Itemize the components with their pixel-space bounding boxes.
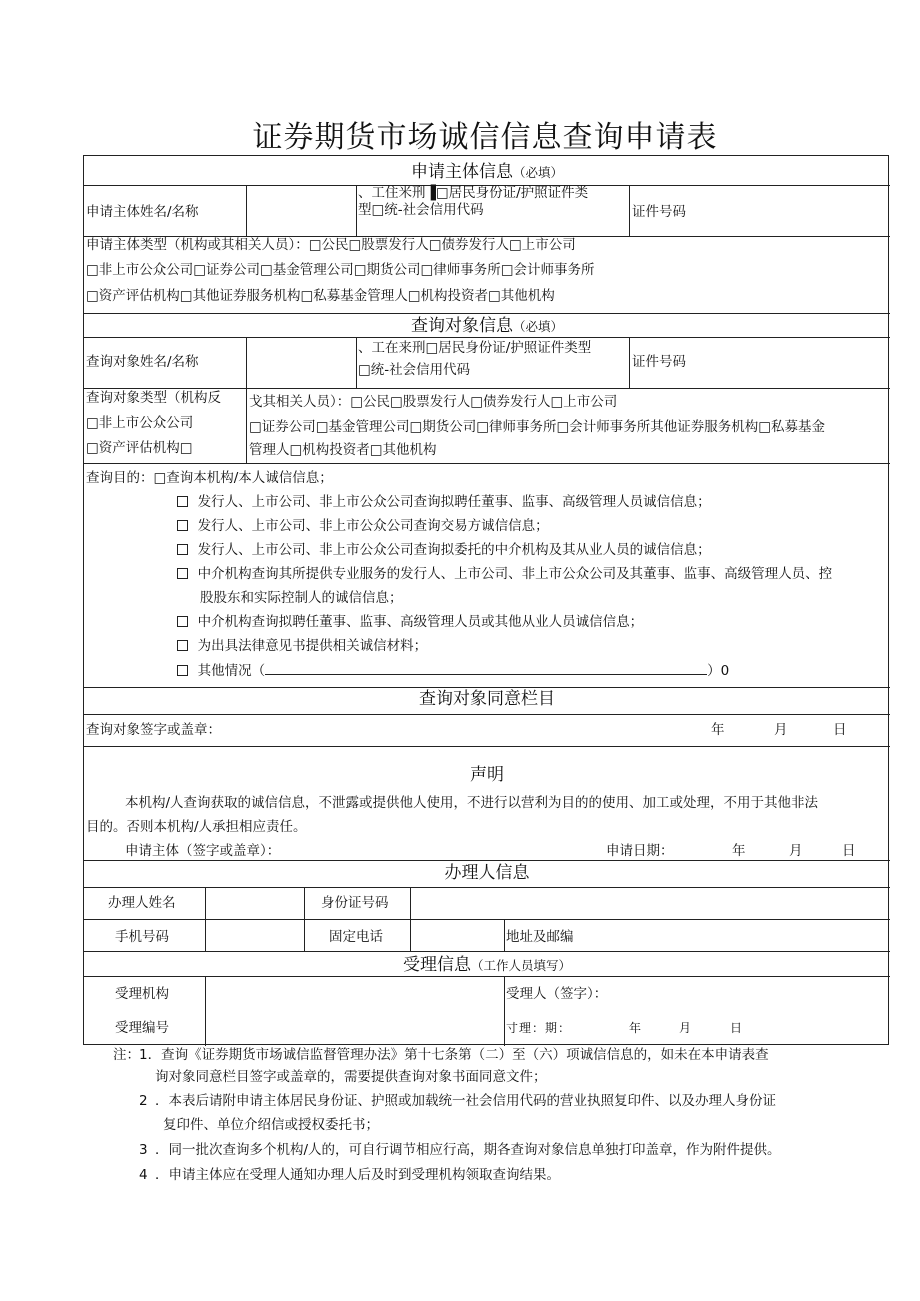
- handler-id-label: 身份证号码: [321, 895, 389, 911]
- consent-header: 查询对象同意栏目: [419, 689, 555, 709]
- purpose-item-text: 发行人、上市公司、非上市公众公司查询拟聘任董事、监事、高级管理人员诚信信息；: [197, 494, 711, 510]
- notes-prefix: 注：: [113, 1047, 140, 1063]
- declaration-line1: 本机构/人查询获取的诚信信息，不泄露或提供他人使用，不进行以营利为目的的使用、加工或处理，不用于其他非法: [125, 795, 819, 811]
- handler-header: 办理人信息: [444, 863, 530, 883]
- acceptance-person-label[interactable]: 受理人（签字）：: [506, 986, 608, 1002]
- handler-mobile-label: 手机号码: [115, 929, 169, 945]
- note-2-line1: ．本表后请附申请主体居民身份证、护照或加载统一社会信用代码的营业执照复印件、以及办理人身份证: [155, 1093, 776, 1109]
- note-4-number: 4: [139, 1167, 148, 1183]
- applicant-id-type-line2: 型□统-社会信用代码: [358, 202, 484, 218]
- target-name-field[interactable]: [247, 338, 355, 387]
- declaration-year: 年: [732, 843, 746, 859]
- purpose-item[interactable]: [177, 640, 427, 654]
- target-header-text: 查询对象信息: [410, 316, 513, 336]
- applicant-id-no-label: 证件号码: [632, 204, 686, 220]
- applicant-id-no-field[interactable]: [694, 186, 889, 235]
- purpose-other-input[interactable]: [265, 664, 707, 675]
- target-id-no-label: 证件号码: [632, 354, 686, 370]
- acceptance-date-label: 寸理：期：: [506, 1021, 572, 1035]
- purpose-item[interactable]: [177, 544, 711, 558]
- target-id-type-line1: 、工在来刑□居民身份证/护照证件类型: [358, 340, 592, 356]
- target-type-left1: 查询对象类型（机构反: [86, 390, 221, 406]
- note-2-number: 2: [139, 1093, 148, 1109]
- target-type-left3[interactable]: □资产评估机构□: [86, 440, 193, 456]
- handler-phone-field[interactable]: [411, 920, 503, 950]
- target-type-right3[interactable]: 管理人□机构投资者□其他机构: [249, 442, 437, 458]
- target-id-type-line2: □统-社会信用代码: [358, 362, 471, 378]
- acceptance-no-label: 受理编号: [115, 1020, 169, 1036]
- checkbox-icon[interactable]: [177, 640, 188, 651]
- handler-address-label: 地址及邮编: [506, 929, 574, 945]
- purpose-item-text: 发行人、上市公司、非上市公众公司查询交易方诚信信息；: [197, 518, 549, 534]
- applicant-section-header: [84, 164, 890, 181]
- purpose-label[interactable]: 查询目的：□查询本机构/本人诚信信息；: [86, 470, 333, 486]
- target-id-no-field[interactable]: [694, 338, 889, 387]
- target-type-right2[interactable]: □证券公司□基金管理公司□期货公司□律师事务所□会计师事务所其他证券服务机构□私募基金: [249, 419, 826, 435]
- note-4-line1: ．申请主体应在受理人通知办理人后及时到受理机构领取查询结果。: [155, 1167, 560, 1183]
- purpose-item[interactable]: [177, 496, 711, 510]
- handler-name-label: 办理人姓名: [108, 895, 176, 911]
- applicant-id-type-line1: 、工住米刑▐□居民身份证/护照证件类: [358, 185, 589, 201]
- acceptance-header-note: （工作人员填写）: [470, 958, 571, 973]
- handler-phone-label: 固定电话: [329, 929, 383, 945]
- consent-year: 年: [711, 722, 725, 738]
- purpose-item-text: 中介机构查询其所提供专业服务的发行人、上市公司、非上市公众公司及其董事、监事、高级管理人员、控: [197, 566, 833, 582]
- handler-mobile-field[interactable]: [206, 920, 303, 950]
- acceptance-day: 日: [730, 1021, 743, 1035]
- consent-day: 日: [833, 722, 847, 738]
- handler-id-field[interactable]: [411, 888, 889, 918]
- purpose-item-continued: 股股东和实际控制人的诚信信息；: [200, 590, 403, 606]
- consent-month: 月: [774, 722, 788, 738]
- target-type-left2[interactable]: □非上市公众公司: [86, 415, 194, 431]
- note-1-line2: 询对象同意栏目签字或盖章的，需要提供查询对象书面同意文件；: [155, 1069, 547, 1085]
- checkbox-icon[interactable]: [177, 496, 188, 507]
- checkbox-icon[interactable]: [177, 616, 188, 627]
- note-3-number: 3: [139, 1142, 148, 1158]
- purpose-item-text: 为出具法律意见书提供相关诚信材料；: [197, 638, 428, 654]
- target-section-header: [84, 318, 890, 335]
- purpose-item[interactable]: [177, 520, 549, 534]
- applicant-name-field[interactable]: [247, 186, 355, 235]
- acceptance-org-field[interactable]: [206, 977, 503, 1045]
- applicant-type-line1[interactable]: 申请主体类型（机构或其相关人员）：□公民□股票发行人□债券发行人□上市公司: [86, 237, 576, 253]
- acceptance-month: 月: [679, 1021, 692, 1035]
- page-title: 证券期货市场诚信信息查询申请表: [252, 120, 718, 155]
- declaration-day: 日: [842, 843, 856, 859]
- target-header-note: （必填）: [512, 319, 563, 334]
- purpose-item[interactable]: [177, 616, 643, 630]
- purpose-item-text: 中介机构查询拟聘任董事、监事、高级管理人员或其他从业人员诚信信息；: [197, 614, 644, 630]
- purpose-item[interactable]: [177, 568, 832, 582]
- applicant-type-line2[interactable]: □非上市公众公司□证券公司□基金管理公司□期货公司□律师事务所□会计师事务所: [86, 262, 595, 278]
- declaration-header: 声明: [470, 765, 504, 785]
- declaration-sign-label[interactable]: 申请主体（签字或盖章）：: [125, 843, 281, 859]
- declaration-date-label: 申请日期：: [606, 843, 674, 859]
- declaration-line2: 目的。否则本机构/人承担相应责任。: [86, 819, 307, 835]
- applicant-header-text: 申请主体信息: [410, 162, 513, 182]
- acceptance-section-header: [84, 957, 890, 974]
- consent-sign-label[interactable]: 查询对象签字或盖章：: [86, 722, 221, 738]
- checkbox-icon[interactable]: [177, 568, 188, 579]
- checkbox-icon[interactable]: [177, 520, 188, 531]
- note-2-line2: 复印件、单位介绍信或授权委托书；: [163, 1117, 379, 1133]
- acceptance-org-label: 受理机构: [115, 986, 169, 1002]
- acceptance-header-text: 受理信息: [402, 955, 471, 975]
- note-1-line1: 1．查询《证券期货市场诚信监督管理办法》第十七条第（二）至（六）项诚信信息的，如未在本申请表查: [139, 1047, 769, 1063]
- purpose-other-suffix: ）0: [707, 663, 730, 679]
- application-form: [83, 155, 889, 1045]
- purpose-item-text: 发行人、上市公司、非上市公众公司查询拟委托的中介机构及其从业人员的诚信信息；: [197, 542, 711, 558]
- applicant-type-line3[interactable]: □资产评估机构□其他证券服务机构□私募基金管理人□机构投资者□其他机构: [86, 288, 555, 304]
- acceptance-year: 年: [629, 1021, 642, 1035]
- note-3-line1: ．同一批次查询多个机构/人的，可自行调节相应行高，期各查询对象信息单独打印盖章，作为附件提供。: [155, 1142, 781, 1158]
- handler-name-field[interactable]: [206, 888, 303, 918]
- applicant-name-label: 申请主体姓名/名称: [86, 204, 199, 220]
- purpose-other[interactable]: [177, 664, 729, 679]
- purpose-other-prefix: 其他情况（: [197, 663, 266, 679]
- target-name-label: 查询对象姓名/名称: [86, 354, 199, 370]
- checkbox-icon[interactable]: [177, 665, 188, 676]
- declaration-month: 月: [789, 843, 803, 859]
- applicant-header-note: （必填）: [512, 165, 563, 180]
- checkbox-icon[interactable]: [177, 544, 188, 555]
- target-type-right1[interactable]: 戈其相关人员）：□公民□股票发行人□债券发行人□上市公司: [249, 394, 618, 410]
